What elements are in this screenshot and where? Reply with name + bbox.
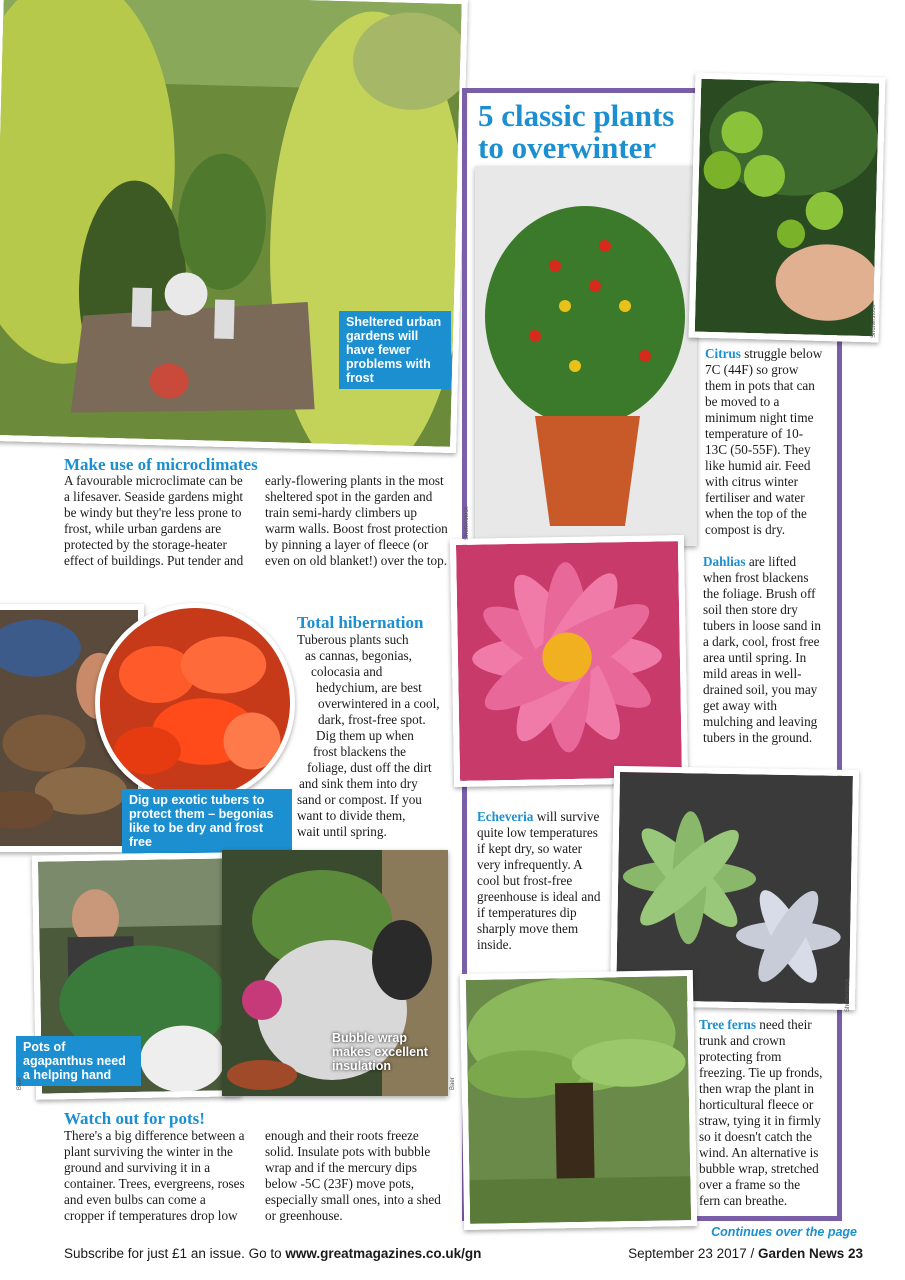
photo-credit: Shutterstock <box>845 978 851 1012</box>
dahlias-description: are lifted when frost blackens the foliage. Brush off soil then store dry tubers in loose sand in a dark, cool, frost free area until spring. In mild areas in well-drained soil, you may get away with mulching and leaving tubers in the ground. <box>703 554 821 745</box>
photo-credit: Shutterstock <box>871 304 877 338</box>
citrus-photo <box>689 73 886 343</box>
subscribe-url[interactable]: www.greatmagazines.co.uk/gn <box>285 1246 482 1261</box>
echeveria-text <box>477 809 602 953</box>
hibernation-line: frost blackens the <box>313 744 407 759</box>
pots-text-col1: There's a big difference between a plant surviving the winter in the ground and surviving it in a container. Trees, evergreens, roses and even bulbs can come a cropper if temperatures drop low <box>64 1128 245 1223</box>
echeveria-name: Echeveria <box>477 809 534 824</box>
hibernation-line: overwintered in a cool, <box>318 696 440 711</box>
magazine-page: Garden News 23 <box>757 1246 863 1261</box>
feature-title-line1: 5 classic plants <box>478 98 675 133</box>
tubers-caption: Dig up exotic tubers to protect them – begonias like to be dry and frost free <box>122 789 292 853</box>
dahlias-text <box>703 554 823 746</box>
hibernation-line: and sink them into dry <box>299 776 418 791</box>
photo-credit: Baer <box>17 1077 23 1090</box>
hibernation-line: Dig them up when <box>316 728 414 743</box>
hibernation-line: colocasia and <box>311 664 383 679</box>
citrus-description: struggle below 7C (44F) so grow them in pots that can be moved to a minimum night time temperature of 10-13C (50-55F). They like humid air. Feed with citrus winter fertiliser and water when the top of the compost is dry. <box>705 346 823 537</box>
microclimates-heading: Make use of microclimates <box>64 455 258 474</box>
hibernation-line: hedychium, are best <box>316 680 422 695</box>
bubble-wrap-caption: Bubble wrap makes excellent insulation <box>332 1031 428 1073</box>
echeveria-description: will survive quite low temperatures if kept dry, so water very infrequently. A cool but frost-free greenhouse is ideal and if temperatures dip sharply move them inside. <box>477 809 601 952</box>
photo-credit: Baer <box>450 1077 456 1090</box>
hibernation-line: want to divide them, <box>297 808 406 823</box>
garden-caption: Sheltered urban gardens will have fewer problems with frost <box>339 311 451 389</box>
citrus-name: Citrus <box>705 346 741 361</box>
citrus-text <box>705 346 825 538</box>
tree-ferns-text <box>699 1017 824 1209</box>
pots-text-col2: enough and their roots freeze solid. Insulate pots with bubble wrap and if the mercury dips below -5C (23F) move pots, especially small ones, into a shed or greenhouse. <box>265 1128 441 1223</box>
microclimates-text-col1: A favourable microclimate can be a lifesaver. Seaside gardens might be windy but they're less prone to frost, while urban gardens are protected by the storage-heater effect of buildings. Put tender and <box>64 473 244 568</box>
pots-heading: Watch out for pots! <box>64 1109 205 1128</box>
feature-title <box>478 100 674 164</box>
hibernation-heading: Total hibernation <box>297 613 424 632</box>
begonia-photo <box>95 603 295 803</box>
subscribe-text: Subscribe for just £1 an issue. Go to <box>64 1246 286 1261</box>
hibernation-line: Tuberous plants such <box>297 632 409 647</box>
hibernation-line: wait until spring. <box>297 824 387 839</box>
continues-link[interactable]: Continues over the page <box>711 1225 857 1239</box>
tree-fern-photo <box>460 970 697 1230</box>
hibernation-line: sand or compost. If you <box>297 792 422 807</box>
dahlia-photo <box>450 535 688 787</box>
chilli-photo <box>475 166 697 546</box>
page-folio <box>628 1246 863 1261</box>
tree-ferns-name: Tree ferns <box>699 1017 756 1032</box>
dahlias-name: Dahlias <box>703 554 746 569</box>
photo-credit: Shutterstock <box>464 506 470 540</box>
agapanthus-caption: Pots of agapanthus need a helping hand <box>16 1036 141 1086</box>
tree-ferns-description: need their trunk and crown protecting from freezing. Tie up fronds, then wrap the plant in horticultural fleece or straw, tying it in firmly so it doesn't catch the wind. An alternative is bubble wrap, stretched over a frame so the fern can breathe. <box>699 1017 823 1208</box>
microclimates-text-col2: early-flowering plants in the most sheltered spot in the garden and train semi-hardy climbers up warm walls. Boost frost protection by pinning a layer of fleece (or even on old blanket!) over the top. <box>265 473 448 568</box>
issue-date: September 23 2017 / <box>628 1246 758 1261</box>
hibernation-line: as cannas, begonias, <box>305 648 412 663</box>
subscribe-footer <box>64 1246 481 1261</box>
hibernation-line: foliage, dust off the dirt <box>307 760 432 775</box>
feature-title-line2: to overwinter <box>478 130 657 165</box>
hibernation-line: dark, frost-free spot. <box>318 712 426 727</box>
